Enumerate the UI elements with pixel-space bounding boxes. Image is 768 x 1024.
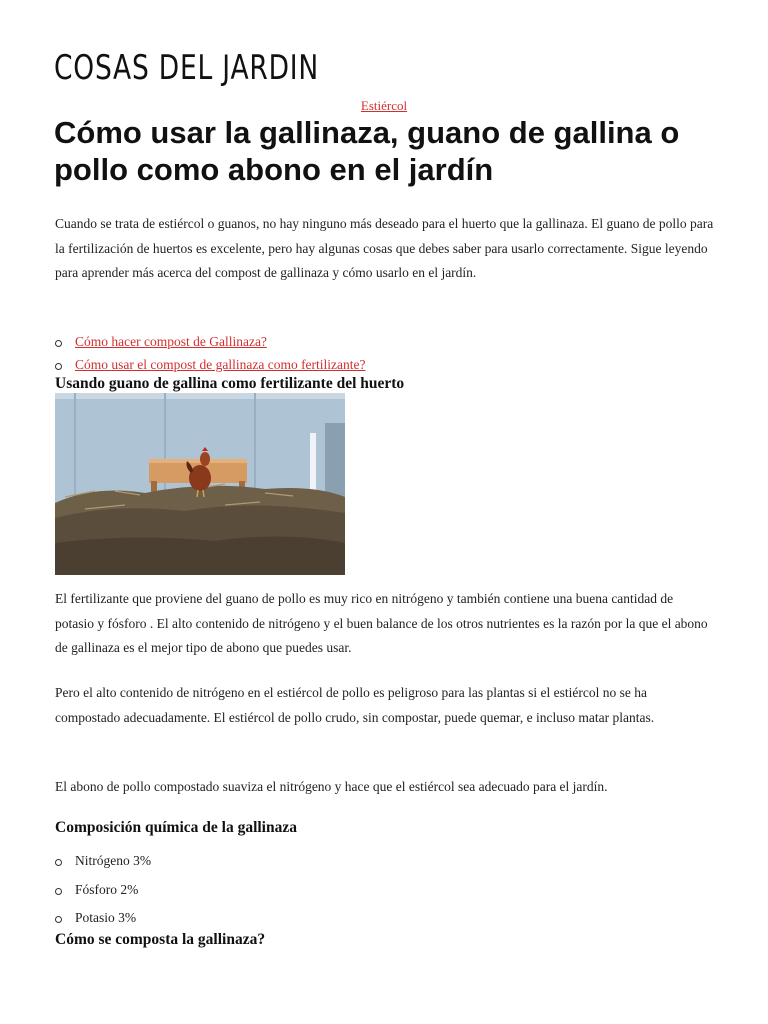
category-link[interactable]: Estiércol [360,98,408,113]
paragraph-nitrogen-danger: Pero el alto contenido de nitrógeno en el estiércol de pollo es peligroso para las plantas si el estiércol no se ha compostado adecuadamente. El estiércol de pollo crudo, sin compostar, puede quemar, e incluso matar plantas. [55,685,655,725]
category-row [0,98,768,114]
composition-item [55,847,151,876]
table-of-contents [55,330,366,376]
circle-bullet-icon [55,859,62,866]
composition-label: Potasio 3% [75,910,137,925]
toc-item [55,353,366,376]
toc-link-use-compost[interactable]: Cómo usar el compost de gallinaza como fertilizante? [75,357,366,372]
section-heading-composition: Composición química de la gallinaza [55,819,297,836]
composition-list [55,847,151,933]
chicken-photo [55,393,345,575]
toc-item [55,330,366,353]
paragraph-composted: El abono de pollo compostado suaviza el nitrógeno y hace que el estiércol sea adecuado para el jardín. [55,779,608,794]
composition-item [55,904,151,933]
toc-link-make-compost[interactable]: Cómo hacer compost de Gallinaza? [75,334,267,349]
circle-bullet-icon [55,340,62,347]
composition-label: Fósforo 2% [75,881,139,897]
circle-bullet-icon [55,363,62,370]
site-logo[interactable]: COSAS DEL JARDIN [54,48,319,88]
intro-paragraph: Cuando se trata de estiércol o guanos, no hay ninguno más deseado para el huerto que la gallinaza. El guano de pollo para la fertilización de huertos es excelente, pero hay algunas cosas que debes saber para usarlo correctamente. Sigue leyendo para aprender más acerca del compost de gallinaza y cómo usarlo en el jardín. [55,216,714,280]
circle-bullet-icon [55,888,62,895]
section-heading-usage: Usando guano de gallina como fertilizante del huerto [55,375,405,392]
composition-item [55,876,151,905]
paragraph-nutrients: El fertilizante que proviene del guano de pollo es muy rico en nitrógeno y también contiene una buena cantidad de potasio y fósforo . El alto contenido de nitrógeno y el buen balance de los otros nutrientes es la razón por la que el abono de gallinaza es el mejor tipo de abono que puedes usar. [55,591,708,655]
section-heading-composting: Cómo se composta la gallinaza? [55,931,266,948]
article-title: Cómo usar la gallinaza, guano de gallina o pollo como abono en el jardín [54,115,680,187]
composition-label: Nitrógeno 3% [75,853,152,868]
circle-bullet-icon [55,916,62,923]
chicken-on-manure-image [55,393,345,575]
